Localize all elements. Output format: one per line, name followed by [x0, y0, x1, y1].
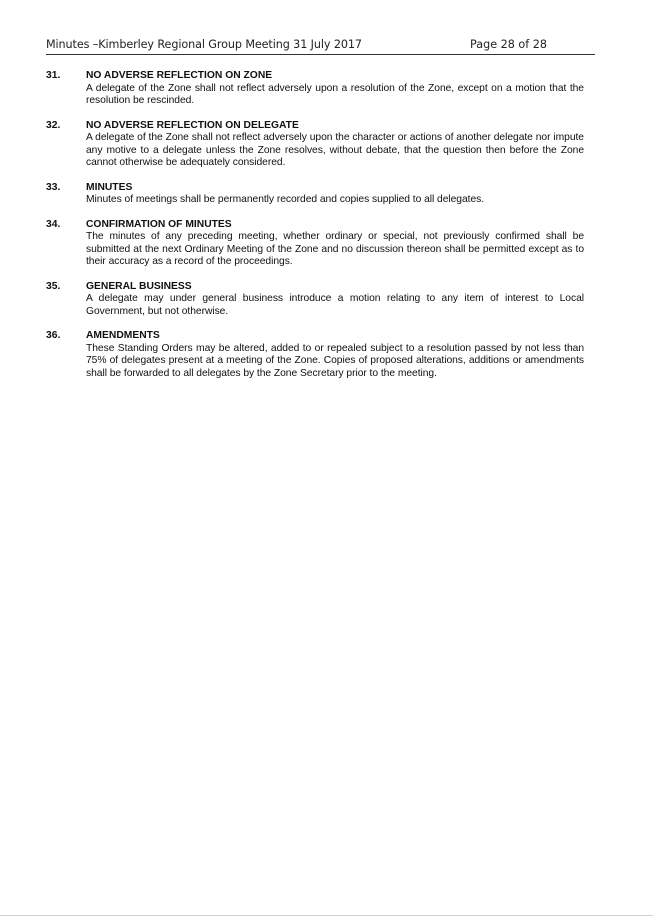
section-heading: CONFIRMATION OF MINUTES	[86, 218, 232, 230]
page-number: Page 28 of 28	[470, 38, 548, 51]
section-36	[46, 330, 584, 380]
section-31	[46, 70, 584, 108]
section-heading: NO ADVERSE REFLECTION ON DELEGATE	[86, 119, 299, 131]
section-number: 31.	[46, 70, 61, 81]
standing-orders-list	[46, 70, 584, 392]
section-body: A delegate of the Zone shall not reflect adversely upon the character or actions of another delegate nor impute any motive to a delegate unless the Zone resolves, without debate, that the question then before the Zone cannot otherwise be adequately considered.	[86, 132, 584, 168]
section-34	[46, 219, 584, 269]
section-heading: NO ADVERSE REFLECTION ON ZONE	[86, 70, 273, 81]
page-header	[46, 38, 595, 55]
section-heading: AMENDMENTS	[86, 330, 160, 341]
header-title: Minutes –Kimberley Regional Group Meeting 31 July 2017	[46, 38, 362, 51]
page-bottom-divider	[0, 915, 653, 916]
section-body: A delegate may under general business introduce a motion relating to any item of interest to Local Government, but not otherwise.	[86, 293, 584, 317]
section-heading: GENERAL BUSINESS	[86, 280, 192, 292]
section-number: 36.	[46, 330, 61, 341]
section-body: Minutes of meetings shall be permanently recorded and copies supplied to all delegates.	[86, 194, 485, 205]
section-35	[46, 281, 584, 319]
section-body: A delegate of the Zone shall not reflect adversely upon a resolution of the Zone, except on a motion that the resolution be rescinded.	[86, 82, 584, 106]
section-number: 34.	[46, 218, 61, 230]
section-body: These Standing Orders may be altered, added to or repealed subject to a resolution passed by not less than 75% of delegates present at a meeting of the Zone. Copies of proposed alterations, additions or amendments shall be forwarded to all delegates by the Zone Secretary prior to the meeting.	[86, 342, 584, 379]
section-number: 32.	[46, 119, 61, 131]
section-number: 33.	[46, 181, 61, 193]
section-heading: MINUTES	[86, 181, 133, 193]
section-body: The minutes of any preceding meeting, whether ordinary or special, not previously confirmed shall be submitted at the next Ordinary Meeting of the Zone and no discussion thereon shall be permitted except as to their accuracy as a record of the proceedings.	[86, 231, 584, 267]
section-33	[46, 182, 584, 207]
section-number: 35.	[46, 280, 61, 292]
section-32	[46, 120, 584, 170]
